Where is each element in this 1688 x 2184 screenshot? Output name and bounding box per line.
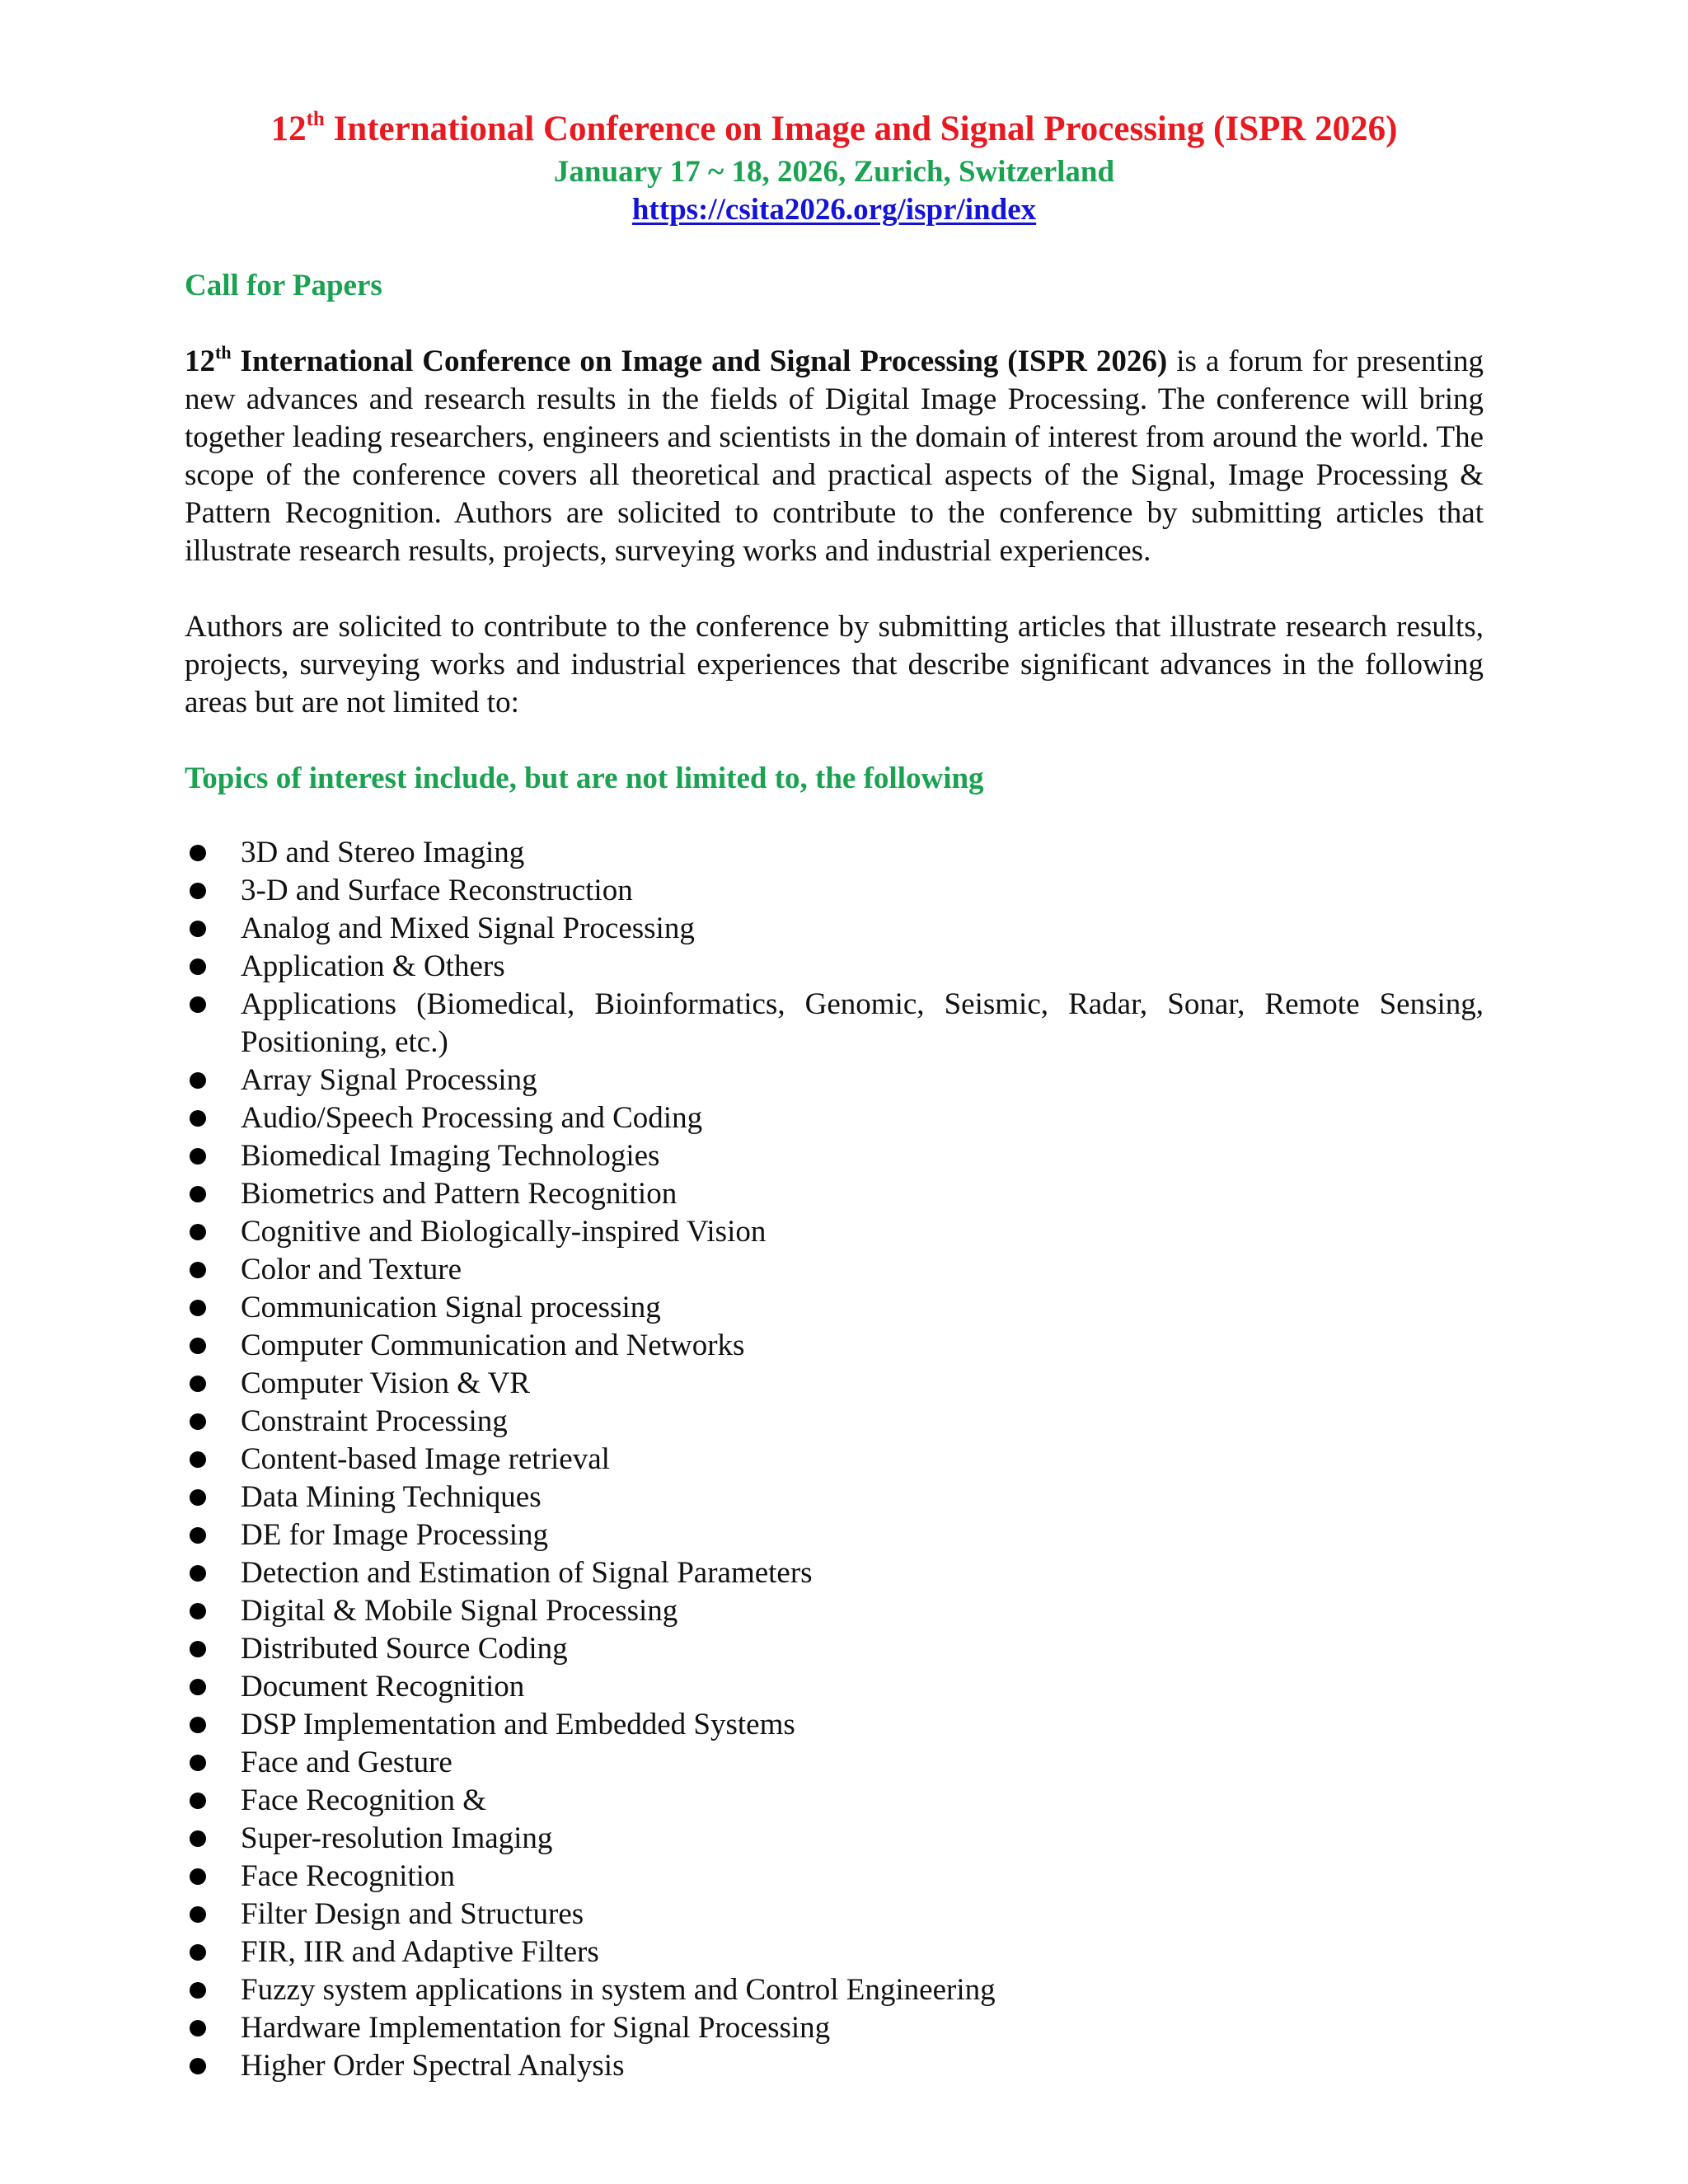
bullet-icon — [190, 883, 206, 899]
topic-label: Fuzzy system applications in system and Control Engineering — [241, 1973, 996, 2007]
topic-list-item — [185, 1479, 1484, 1516]
topic-label: Array Signal Processing — [241, 1063, 537, 1097]
topic-label: Hardware Implementation for Signal Processing — [241, 2011, 831, 2045]
topic-list-item — [185, 872, 1484, 910]
bullet-icon — [190, 1868, 206, 1885]
title-ordinal: th — [306, 108, 325, 130]
topic-label: DE for Image Processing — [241, 1518, 548, 1552]
topic-label: Filter Design and Structures — [241, 1897, 584, 1931]
bullet-icon — [190, 1830, 206, 1847]
topic-list-item — [185, 1554, 1484, 1592]
topic-list-item — [185, 2047, 1484, 2085]
topic-label: Face and Gesture — [241, 1746, 452, 1779]
topic-label: Data Mining Techniques — [241, 1480, 542, 1514]
bullet-icon — [190, 1262, 206, 1278]
topic-list-item — [185, 1630, 1484, 1668]
topics-heading: Topics of interest include, but are not limited to, the following — [185, 762, 984, 795]
topic-label: Digital & Mobile Signal Processing — [241, 1594, 678, 1628]
topic-label: 3D and Stereo Imaging — [241, 836, 525, 869]
document-page — [185, 105, 1484, 2085]
spacer — [185, 570, 1484, 608]
bullet-icon — [190, 1793, 206, 1809]
bullet-icon — [190, 1641, 206, 1657]
topic-label: Biomedical Imaging Technologies — [241, 1139, 660, 1173]
bullet-icon — [190, 845, 206, 861]
spacer — [185, 229, 1484, 267]
topic-label: Super-resolution Imaging — [241, 1821, 553, 1855]
bullet-icon — [190, 1376, 206, 1392]
topic-list-item — [185, 948, 1484, 986]
spacer — [185, 305, 1484, 343]
topic-label: DSP Implementation and Embedded Systems — [241, 1708, 795, 1741]
bullet-icon — [190, 2058, 206, 2074]
topic-label: Face Recognition & — [241, 1783, 486, 1817]
topic-label: Audio/Speech Processing and Coding — [241, 1101, 703, 1135]
topic-label: Constraint Processing — [241, 1404, 508, 1438]
bullet-icon — [190, 1906, 206, 1923]
bullet-icon — [190, 1148, 206, 1165]
bullet-icon — [190, 1982, 206, 1999]
topic-list-item — [185, 1592, 1484, 1630]
bullet-icon — [190, 1224, 206, 1240]
bullet-icon — [190, 1603, 206, 1619]
topic-list-item — [185, 1365, 1484, 1403]
topic-label: Computer Communication and Networks — [241, 1329, 745, 1362]
topic-list-item — [185, 1933, 1484, 1971]
topic-label: Detection and Estimation of Signal Parameters — [241, 1556, 813, 1590]
topic-list-item — [185, 1820, 1484, 1858]
bullet-icon — [190, 1717, 206, 1733]
spacer — [185, 722, 1484, 760]
topic-list-item — [185, 1896, 1484, 1933]
bullet-icon — [190, 1565, 206, 1582]
topic-list-item — [185, 1062, 1484, 1099]
topic-label: FIR, IIR and Adaptive Filters — [241, 1935, 599, 1969]
bullet-icon — [190, 921, 206, 937]
topic-list-item — [185, 1251, 1484, 1289]
topic-list-item — [185, 1403, 1484, 1441]
conference-url-link[interactable]: https://csita2026.org/ispr/index — [631, 193, 1037, 227]
topic-label: Computer Vision & VR — [241, 1366, 531, 1400]
topic-label: Cognitive and Biologically-inspired Vision — [241, 1215, 767, 1249]
topic-list-item — [185, 1099, 1484, 1137]
intro-bold — [185, 344, 1167, 378]
conference-dates-location: January 17 ~ 18, 2026, Zurich, Switzerland — [553, 155, 1115, 189]
intro-body: is a forum for presenting new advances and research results in the fields of Digital Image Processing. The conference will bring together leading researchers, engineers and scientists in the domain of interest from around the world. The scope of the conference covers all theoretical and practical aspects of the Signal, Image Processing & Pattern Recognition. Authors are solicited to contribute to the conference by submitting articles that illustrate research results, projects, surveying works and industrial experiences. — [185, 344, 1484, 568]
topic-label: 3-D and Surface Reconstruction — [241, 874, 633, 907]
topic-list-item — [185, 1744, 1484, 1782]
spacer — [185, 798, 1484, 834]
topic-label: Distributed Source Coding — [241, 1632, 568, 1666]
bullet-icon — [190, 958, 206, 975]
topic-label: Face Recognition — [241, 1859, 455, 1893]
topic-list-item — [185, 1327, 1484, 1365]
bullet-icon — [190, 996, 206, 1013]
conference-url-line — [185, 191, 1484, 229]
topic-list-item — [185, 1289, 1484, 1327]
topic-list-item — [185, 834, 1484, 872]
title-text: International Conference on Image and Signal Processing (ISPR 2026) — [324, 110, 1398, 148]
topic-list-item — [185, 1668, 1484, 1706]
topic-label: Analog and Mixed Signal Processing — [241, 912, 695, 945]
topic-label: Applications (Biomedical, Bioinformatics, Genomic, Seismic, Radar, Sonar, Remote Sensing, Positioning, etc.) — [241, 987, 1484, 1059]
bullet-icon — [190, 1944, 206, 1961]
bullet-icon — [190, 1072, 206, 1089]
topics-list — [185, 834, 1484, 2085]
intro-conference-name: International Conference on Image and Signal Processing (ISPR 2026) — [231, 344, 1168, 378]
bullet-icon — [190, 1338, 206, 1354]
conference-title — [185, 105, 1484, 153]
topic-label: Color and Texture — [241, 1253, 462, 1286]
topic-list-item — [185, 910, 1484, 948]
topic-list-item — [185, 1137, 1484, 1175]
topic-list-item — [185, 1706, 1484, 1744]
bullet-icon — [190, 1413, 206, 1430]
bullet-icon — [190, 1451, 206, 1468]
topic-list-item — [185, 986, 1484, 1062]
topic-list-item — [185, 1516, 1484, 1554]
intro-number: 12 — [185, 344, 215, 378]
topic-list-item — [185, 2009, 1484, 2047]
topic-label: Biometrics and Pattern Recognition — [241, 1177, 678, 1211]
bullet-icon — [190, 1679, 206, 1695]
topic-label: Application & Others — [241, 949, 505, 983]
authors-paragraph: Authors are solicited to contribute to the conference by submitting articles that illustrate research results, projects, surveying works and industrial experiences that describe significant advances in the following areas but are not limited to: — [185, 610, 1484, 719]
topic-label: Content-based Image retrieval — [241, 1442, 610, 1476]
bullet-icon — [190, 1489, 206, 1506]
intro-ordinal: th — [215, 342, 232, 363]
topic-list-item — [185, 1213, 1484, 1251]
topic-list-item — [185, 1782, 1484, 1820]
bullet-icon — [190, 1527, 206, 1544]
bullet-icon — [190, 1300, 206, 1316]
topic-label: Document Recognition — [241, 1670, 525, 1704]
topic-label: Communication Signal processing — [241, 1291, 661, 1324]
topic-list-item — [185, 1441, 1484, 1479]
topic-label: Higher Order Spectral Analysis — [241, 2049, 625, 2083]
call-for-papers-heading: Call for Papers — [185, 269, 382, 302]
topic-list-item — [185, 1971, 1484, 2009]
bullet-icon — [190, 1110, 206, 1127]
topic-list-item — [185, 1858, 1484, 1896]
intro-paragraph — [185, 343, 1484, 570]
bullet-icon — [190, 1186, 206, 1202]
title-number: 12 — [270, 110, 307, 148]
topic-list-item — [185, 1175, 1484, 1213]
bullet-icon — [190, 1755, 206, 1771]
bullet-icon — [190, 2020, 206, 2036]
